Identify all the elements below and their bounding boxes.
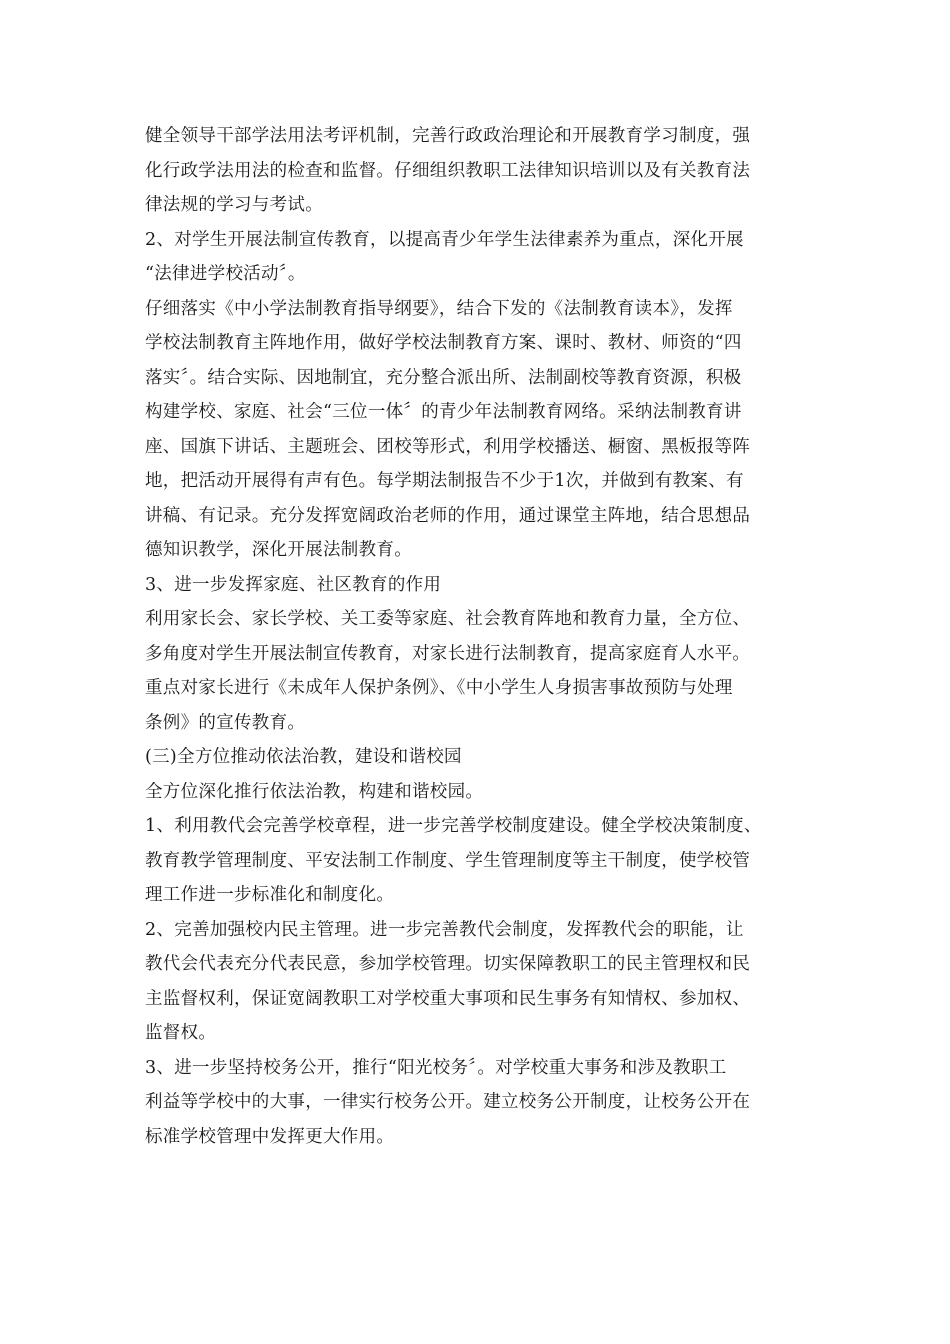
text-line: 多角度对学生开展法制宣传教育，对家长进行法制教育，提高家庭育人水平。 (145, 643, 751, 664)
text-line: 2、对学生开展法制宣传教育，以提高青少年学生法律素养为重点，深化开展 (145, 229, 744, 250)
document-body (145, 119, 825, 1154)
text-line: 座、国旗下讲话、主题班会、团校等形式，利用学校播送、橱窗、黑板报等阵 (145, 436, 751, 457)
text-line: 3、进一步坚持校务公开，推行“阳光校务〞。对学校重大事务和涉及教职工 (145, 1057, 727, 1078)
text-line: 监督权。 (145, 1023, 217, 1043)
text-line: 教育教学管理制度、平安法制工作制度、学生管理制度等主干制度，使学校管 (145, 850, 751, 871)
text-line: 1、利用教代会完善学校章程，进一步完善学校制度建设。健全学校决策制度、 (145, 816, 762, 836)
text-line: 律法规的学习与考试。 (145, 195, 323, 215)
text-line: 2、完善加强校内民主管理。进一步完善教代会制度，发挥教代会的职能，让 (145, 919, 744, 940)
text-line: 教代会代表充分代表民意，参加学校管理。切实保障教职工的民主管理权和民 (145, 954, 751, 974)
text-line: 落实〞。结合实际、因地制宜，充分整合派出所、法制副校等教育资源，积极 (145, 367, 742, 388)
text-line: 健全领导干部学法用法考评机制，完善行政政治理论和开展教育学习制度，强 (145, 126, 751, 146)
text-line: 重点对家长进行《未成年人保护条例》、《中小学生人身损害事故预防与处理 (145, 678, 733, 698)
text-line: 3、进一步发挥家庭、社区教育的作用 (145, 574, 442, 595)
text-line: 全方位深化推行依法治教，构建和谐校园。 (145, 781, 484, 802)
text-line: 理工作进一步标准化和制度化。 (145, 885, 395, 905)
text-line: 学校法制教育主阵地作用，做好学校法制教育方案、课时、教材、师资的“四 (145, 333, 742, 353)
text-line: 利益等学校中的大事，一律实行校务公开。建立校务公开制度，让校务公开在 (145, 1092, 751, 1112)
text-line: 标准学校管理中发挥更大作用。 (145, 1126, 395, 1147)
text-line: (三)全方位推动依法治教，建设和谐校园 (145, 747, 462, 767)
text-line: 构建学校、家庭、社会“三位一体〞的青少年法制教育网络。采纳法制教育讲 (145, 402, 742, 422)
text-line: “法律进学校活动〞。 (145, 264, 306, 284)
text-line: 化行政学法用法的检查和监督。仔细组织教职工法律知识培训以及有关教育法 (145, 160, 751, 181)
text-line: 条例》的宣传教育。 (145, 712, 306, 733)
text-line: 德知识教学，深化开展法制教育。 (145, 540, 412, 560)
text-line: 利用家长会、家长学校、关工委等家庭、社会教育阵地和教育力量，全方位、 (145, 609, 751, 629)
text-line: 地，把活动开展得有声有色。每学期法制报告不少于1次，并做到有教案、有 (145, 471, 744, 491)
text-line: 主监督权利，保证宽阔教职工对学校重大事项和民生事务有知情权、参加权、 (145, 988, 751, 1009)
text-line: 讲稿、有记录。充分发挥宽阔政治老师的作用，通过课堂主阵地，结合思想品 (145, 505, 751, 526)
text-line: 仔细落实《中小学法制教育指导纲要》，结合下发的《法制教育读本》，发挥 (145, 298, 733, 319)
